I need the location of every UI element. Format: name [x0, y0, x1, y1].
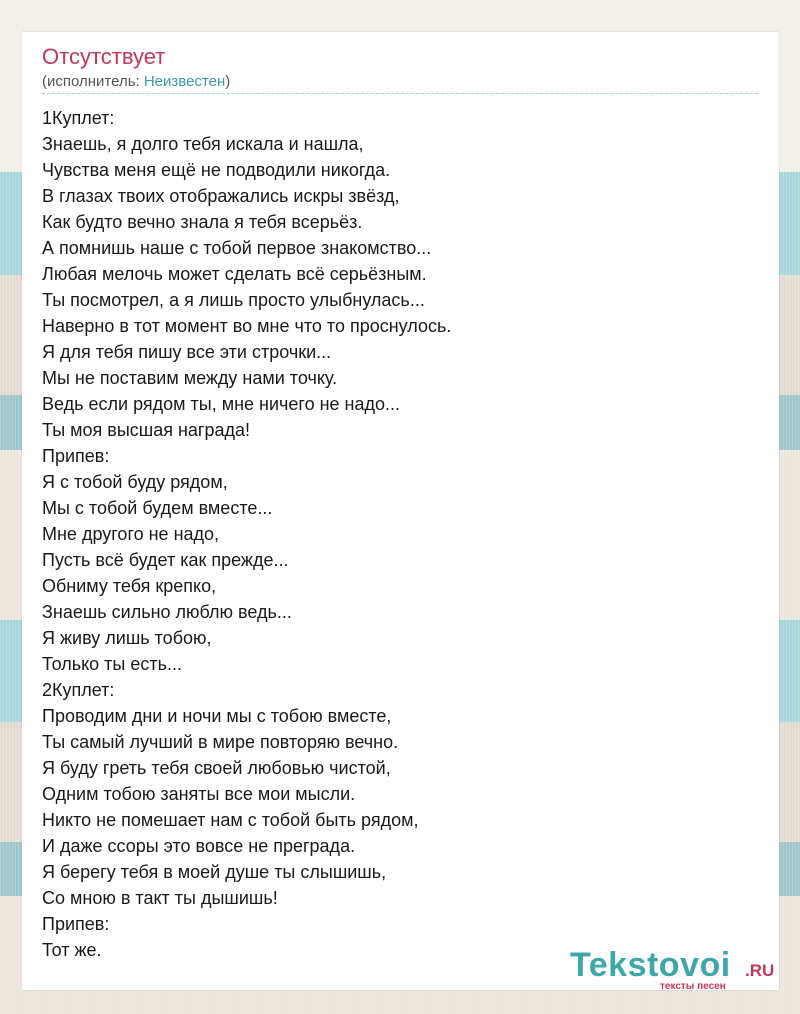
- lyric-line: Обниму тебя крепко,: [42, 576, 217, 596]
- logo-tagline: тексты песен: [660, 981, 726, 992]
- artist-prefix: (исполнитель:: [42, 73, 144, 90]
- lyric-line: Мы не поставим между нами точку.: [42, 368, 338, 388]
- lyric-line: Как будто вечно знала я тебя всерьёз.: [42, 212, 363, 232]
- lyric-line: Со мною в такт ты дышишь!: [42, 888, 278, 908]
- lyric-line: Любая мелочь может сделать всё серьёзным.: [42, 264, 427, 284]
- logo-domain: .RU: [745, 961, 775, 980]
- lyric-line: Только ты есть...: [42, 654, 182, 674]
- lyric-line: Наверно в тот момент во мне что то проснулось.: [42, 316, 452, 336]
- song-title: Отсутствует: [42, 44, 166, 69]
- lyric-line: 2Куплет:: [42, 680, 115, 700]
- lyric-line: Знаешь сильно люблю ведь...: [42, 602, 292, 622]
- lyrics-text: [42, 105, 742, 963]
- logo-wordmark: Tekstovoi: [570, 946, 731, 984]
- lyric-line: Знаешь, я долго тебя искала и нашла,: [42, 134, 364, 154]
- lyric-line: Я буду греть тебя своей любовью чистой,: [42, 758, 391, 778]
- lyric-line: Припев:: [42, 914, 110, 934]
- lyric-line: 1Куплет:: [42, 108, 115, 128]
- lyric-line: Мы с тобой будем вместе...: [42, 498, 273, 518]
- lyric-line: Припев:: [42, 446, 110, 466]
- lyric-line: Ты посмотрел, а я лишь просто улыбнулась...: [42, 290, 425, 310]
- artist-suffix: ): [225, 73, 231, 90]
- divider: [42, 93, 758, 94]
- lyric-line: Я берегу тебя в моей душе ты слышишь,: [42, 862, 387, 882]
- lyric-line: Ведь если рядом ты, мне ничего не надо...: [42, 394, 401, 414]
- lyric-line: И даже ссоры это вовсе не преграда.: [42, 836, 356, 856]
- lyric-line: Чувства меня ещё не подводили никогда.: [42, 160, 391, 180]
- lyric-line: В глазах твоих отображались искры звёзд,: [42, 186, 400, 206]
- lyric-line: Ты моя высшая награда!: [42, 420, 251, 440]
- lyric-line: Никто не помешает нам с тобой быть рядом,: [42, 810, 419, 830]
- lyric-line: Пусть всё будет как прежде...: [42, 550, 289, 570]
- lyric-line: Я с тобой буду рядом,: [42, 472, 228, 492]
- artist-line: [42, 72, 230, 92]
- artist-link[interactable]: Неизвестен: [143, 73, 226, 90]
- lyric-line: Проводим дни и ночи мы с тобою вместе,: [42, 706, 392, 726]
- lyrics-card: [22, 32, 779, 990]
- lyric-line: Я для тебя пишу все эти строчки...: [42, 342, 332, 362]
- lyric-line: Одним тобою заняты все мои мысли.: [42, 784, 356, 804]
- lyric-line: Тот же.: [42, 940, 102, 960]
- lyric-line: Мне другого не надо,: [42, 524, 220, 544]
- lyric-line: Я живу лишь тобою,: [42, 628, 212, 648]
- site-logo[interactable]: [570, 947, 780, 991]
- lyric-line: Ты самый лучший в мире повторяю вечно.: [42, 732, 399, 752]
- lyric-line: А помнишь наше с тобой первое знакомство...: [42, 238, 432, 258]
